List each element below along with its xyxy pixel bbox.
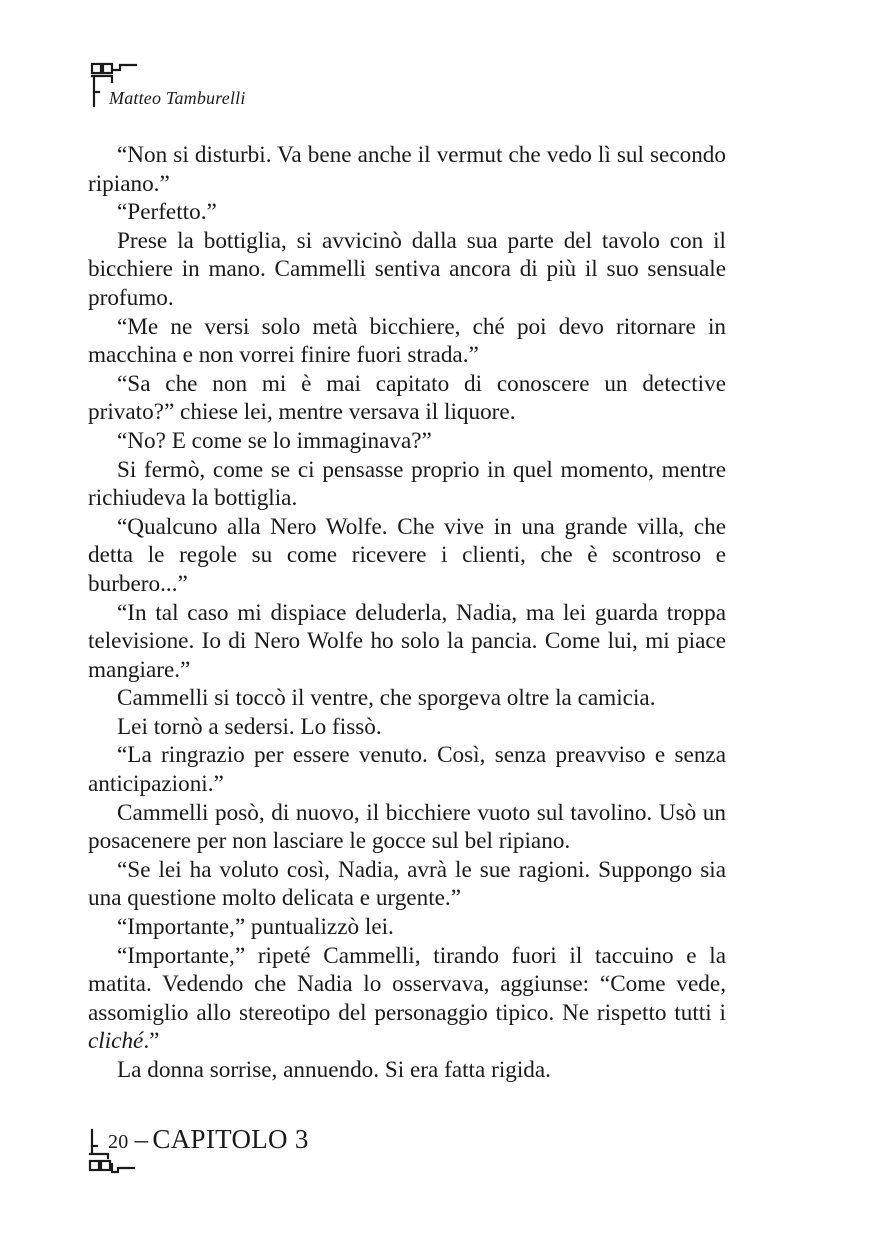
body-text [88, 141, 726, 1085]
paragraph: “La ringrazio per essere venuto. Così, senza preavviso e senza anticipazioni.” [88, 742, 726, 798]
footer-dash: – [134, 1124, 149, 1154]
paragraph: “In tal caso mi dispiace deluderla, Nadia, ma lei guarda troppa televisione. Io di Nero Wolfe ho solo la pancia. Come lui, mi piace mangiare.” [88, 599, 726, 683]
paragraph [88, 942, 726, 1056]
paragraph: “Importante,” puntualizzò lei. [117, 914, 394, 941]
running-header-author: Matteo Tamburelli [109, 88, 246, 108]
paragraph-tail: .” [143, 1028, 160, 1055]
paragraph: “Se lei ha voluto così, Nadia, avrà le sue ragioni. Suppongo sia una questione molto delicata e urgente.” [88, 856, 726, 912]
paragraph: Cammelli si toccò il ventre, che sporgeva oltre la camicia. [117, 685, 656, 712]
running-footer [108, 1124, 309, 1155]
paragraph-text: “Importante,” ripeté Cammelli, tirando fuori il taccuino e la matita. Vedendo che Nadia lo osservava, aggiunse: “Come vede, assomiglio allo stereotipo del personaggio tipico. Ne rispetto tutti i [88, 942, 726, 1026]
paragraph: Lei tornò a sedersi. Lo fissò. [117, 713, 382, 740]
paragraph: “Me ne versi solo metà bicchiere, ché poi devo ritornare in macchina e non vorrei finire fuori strada.” [88, 313, 726, 369]
paragraph: Cammelli posò, di nuovo, il bicchiere vuoto sul tavolino. Usò un posacenere per non lasciare le gocce sul bel ripiano. [88, 799, 726, 855]
paragraph: Prese la bottiglia, si avvicinò dalla sua parte del tavolo con il bicchiere in mano. Cammelli sentiva ancora di più il suo sensuale profumo. [88, 227, 726, 311]
paragraph: La donna sorrise, annuendo. Si era fatta rigida. [117, 1057, 551, 1083]
paragraph: “Perfetto.” [117, 199, 217, 226]
paragraph: Si fermò, come se ci pensasse proprio in quel momento, mentre richiudeva la bottiglia. [88, 456, 726, 512]
paragraph: “Qualcuno alla Nero Wolfe. Che vive in una grande villa, che detta le regole su come ricevere i clienti, che è scontroso e burbero...” [88, 513, 726, 597]
italic-word: cliché [88, 1028, 144, 1055]
chapter-title: CAPITOLO 3 [152, 1124, 309, 1154]
paragraph: “No? E come se lo immaginava?” [117, 427, 432, 454]
paragraph: “Non si disturbi. Va bene anche il vermut che vedo lì sul secondo ripiano.” [88, 142, 726, 197]
paragraph: “Sa che non mi è mai capitato di conoscere un detective privato?” chiese lei, mentre versava il liquore. [88, 370, 726, 426]
page-number: 20 [108, 1131, 129, 1153]
